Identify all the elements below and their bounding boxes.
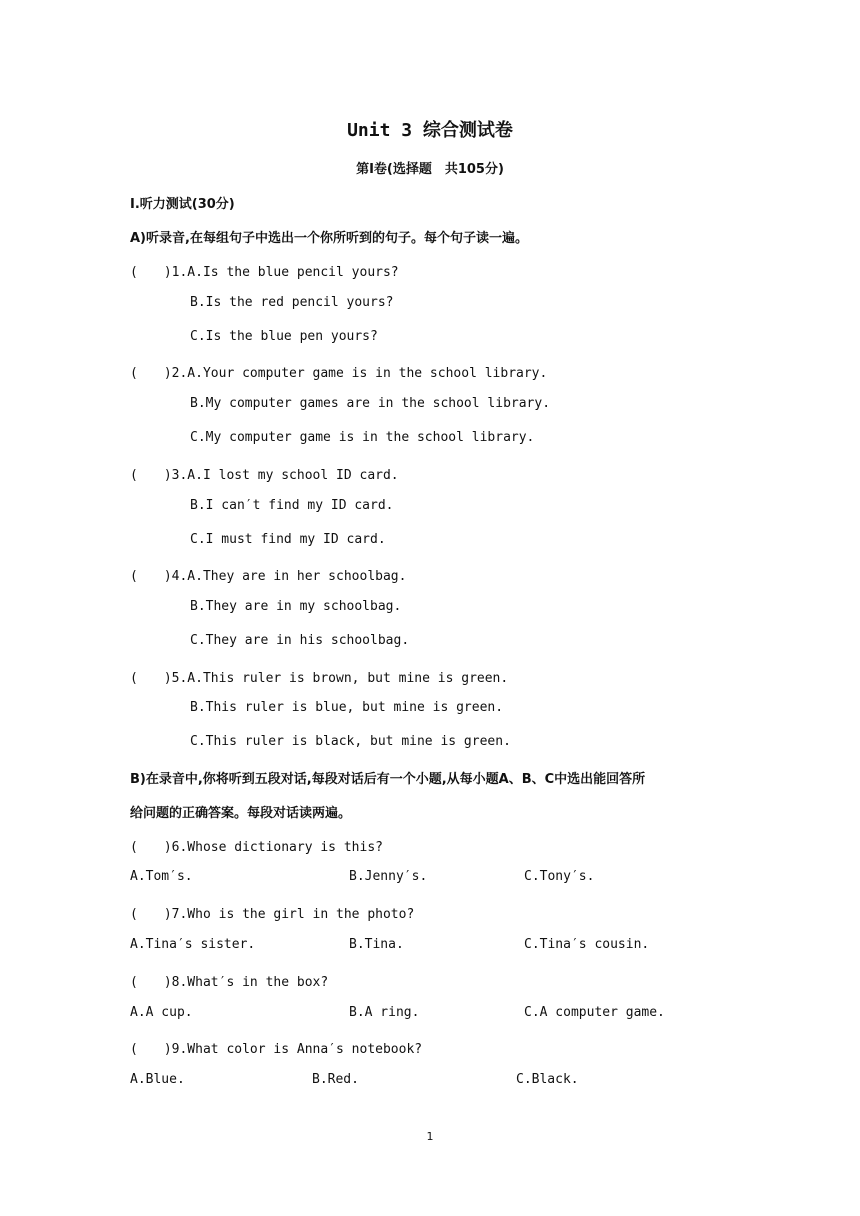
question-3-option-b: B.I can′t find my ID card. [190,498,394,513]
question-8-option-b: B.A ring. [349,1005,420,1020]
part-b-instruction-line1: B)在录音中,你将听到五段对话,每段对话后有一个小题,从每小题A、B、C中选出能回答所 [130,772,646,787]
question-6-stem: ( )6.Whose dictionary is this? [130,840,383,855]
question-4-stem: ( )4.A.They are in her schoolbag. [130,569,407,584]
paper-subtitle: 第Ⅰ卷(选择题 共105分) [356,162,504,177]
question-5-stem: ( )5.A.This ruler is brown, but mine is green. [130,671,509,686]
question-5-option-c: C.This ruler is black, but mine is green. [190,734,511,749]
question-6-option-b: B.Jenny′s. [349,869,428,884]
question-2-option-b: B.My computer games are in the school library. [190,396,551,411]
question-8-option-c: C.A computer game. [524,1005,665,1020]
question-3-stem: ( )3.A.I lost my school ID card. [130,468,399,483]
part-b-instruction-line2: 给问题的正确答案。每段对话读两遍。 [130,806,352,821]
question-1-stem: ( )1.A.Is the blue pencil yours? [130,265,399,280]
question-7-option-c: C.Tina′s cousin. [524,937,650,952]
question-6-option-a: A.Tom′s. [130,869,193,884]
question-7-stem: ( )7.Who is the girl in the photo? [130,907,415,922]
question-9-stem: ( )9.What color is Anna′s notebook? [130,1042,423,1057]
question-7-option-a: A.Tina′s sister. [130,937,256,952]
page-title: Unit 3 综合测试卷 [347,120,513,141]
question-5-option-b: B.This ruler is blue, but mine is green. [190,700,504,715]
question-4-option-c: C.They are in his schoolbag. [190,633,410,648]
question-9-option-b: B.Red. [312,1072,359,1087]
question-9-option-a: A.Blue. [130,1072,185,1087]
part-a-instruction: A)听录音,在每组句子中选出一个你所听到的句子。每个句子读一遍。 [130,231,528,246]
question-2-stem: ( )2.A.Your computer game is in the school library. [130,366,548,381]
question-1-option-c: C.Is the blue pen yours? [190,329,378,344]
question-8-option-a: A.A cup. [130,1005,193,1020]
question-4-option-b: B.They are in my schoolbag. [190,599,402,614]
section-heading-listening: Ⅰ.听力测试(30分) [130,197,235,212]
question-6-option-c: C.Tony′s. [524,869,595,884]
question-3-option-c: C.I must find my ID card. [190,532,386,547]
question-9-option-c: C.Black. [516,1072,579,1087]
question-8-stem: ( )8.What′s in the box? [130,975,329,990]
question-7-option-b: B.Tina. [349,937,404,952]
question-2-option-c: C.My computer game is in the school library. [190,430,535,445]
page-number: 1 [426,1130,434,1143]
question-1-option-b: B.Is the red pencil yours? [190,295,394,310]
